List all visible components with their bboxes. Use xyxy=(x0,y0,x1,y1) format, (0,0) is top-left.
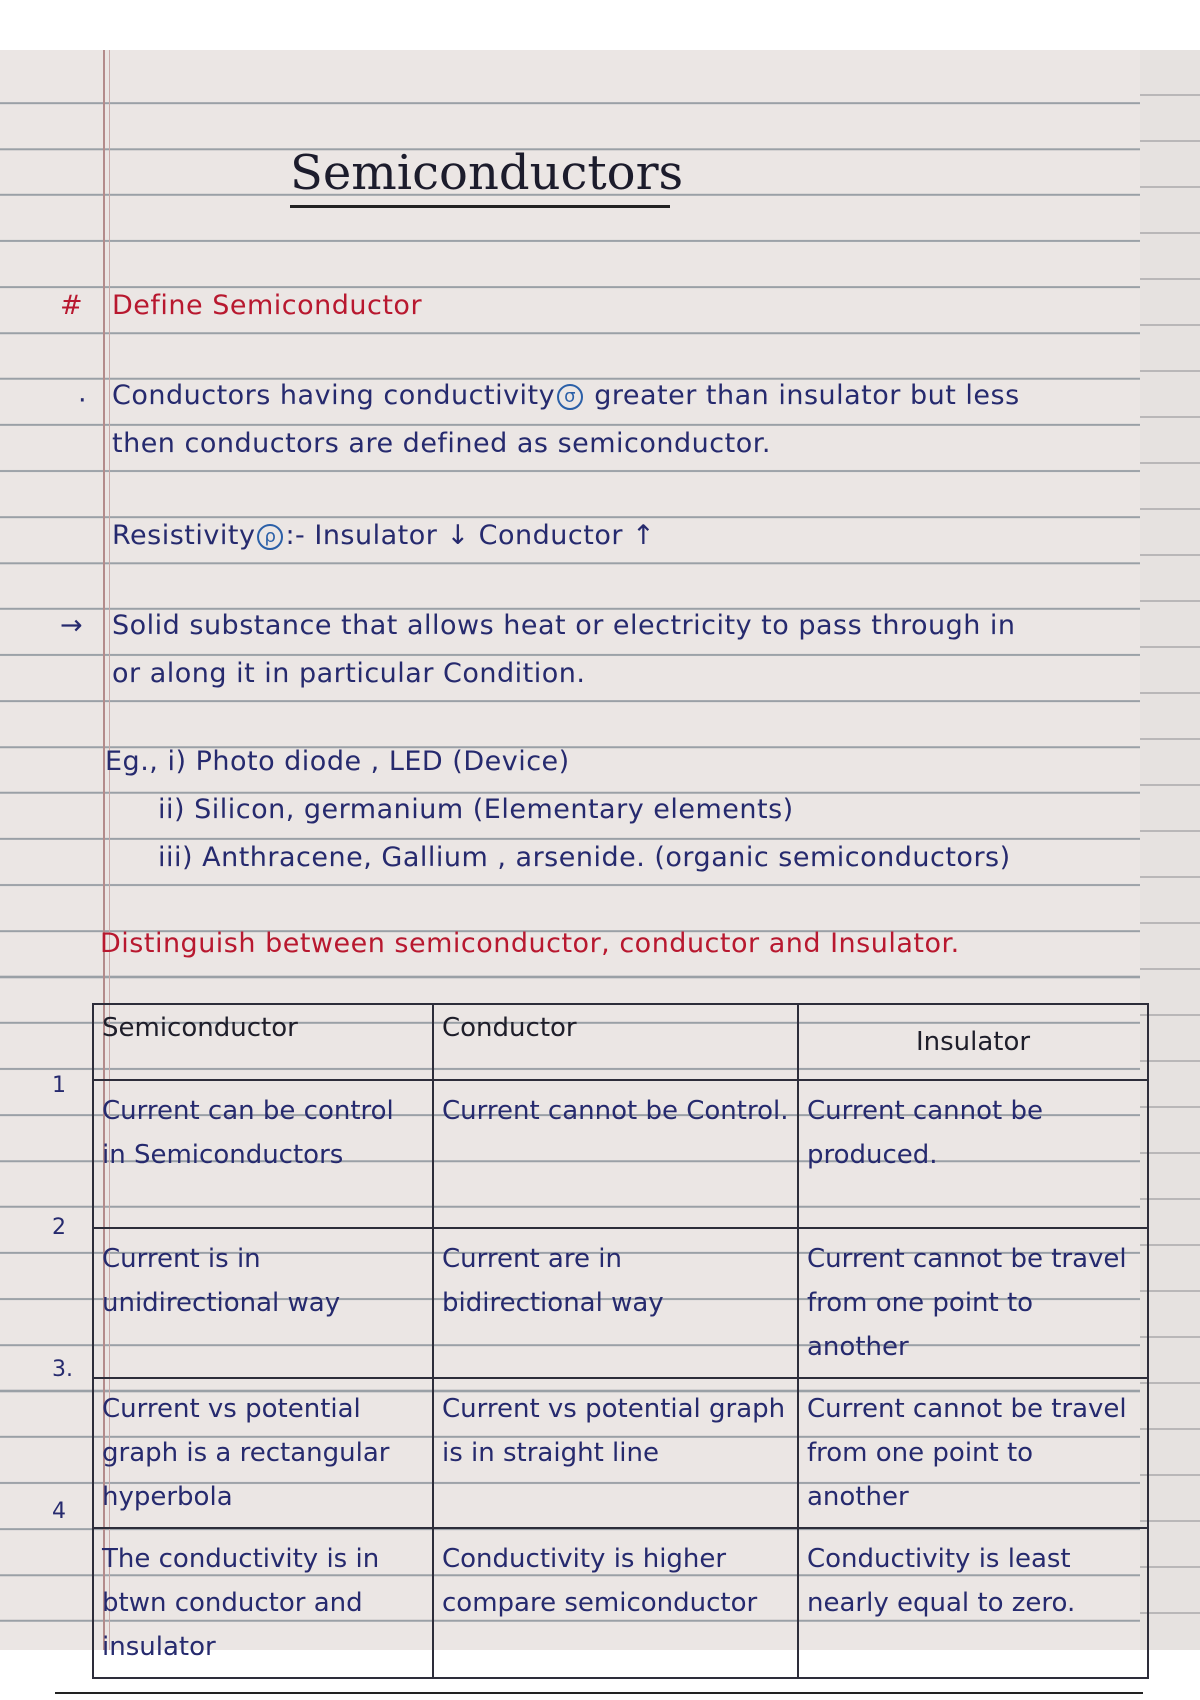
table-cell: Current cannot be produced. xyxy=(798,1080,1148,1228)
table-row xyxy=(93,1528,1148,1678)
bullet-point: · xyxy=(78,385,88,416)
table-row xyxy=(93,1080,1148,1228)
definition-line-1 xyxy=(112,380,1020,411)
resistivity-label: Resistivity xyxy=(112,520,256,551)
table-row xyxy=(93,1228,1148,1378)
row-number-2: 2 xyxy=(52,1215,66,1240)
example-2: ii) Silicon, germanium (Elementary elements) xyxy=(158,794,794,825)
table-cell: Current is in unidirectional way xyxy=(93,1228,433,1378)
table-header-row xyxy=(93,1004,1148,1080)
definition-line-1-rest: greater than insulator but less xyxy=(594,380,1020,411)
page-title: Semiconductors xyxy=(290,145,670,208)
page-edge xyxy=(1140,50,1200,1650)
table-cell: Current cannot be travel from one point to another xyxy=(798,1228,1148,1378)
row-number-1: 1 xyxy=(52,1073,66,1098)
resistivity-rest: :- Insulator ↓ Conductor ↑ xyxy=(285,520,656,551)
rho-symbol: ρ xyxy=(257,524,283,550)
sigma-symbol: σ xyxy=(557,384,583,410)
section-marker: # xyxy=(60,290,84,321)
table-cell: Current can be control in Semiconductors xyxy=(93,1080,433,1228)
table-row xyxy=(93,1378,1148,1528)
definition-line-2: then conductors are defined as semiconductor. xyxy=(112,428,771,459)
column-header-insulator: Insulator xyxy=(798,1004,1148,1080)
table-cell: Current cannot be Control. xyxy=(433,1080,798,1228)
example-3: iii) Anthracene, Gallium , arsenide. (organic semiconductors) xyxy=(158,842,1011,873)
example-1: Eg., i) Photo diode , LED (Device) xyxy=(105,746,570,777)
table-cell: The conductivity is in btwn conductor and insulator xyxy=(93,1528,433,1678)
column-header-conductor: Conductor xyxy=(433,1004,798,1080)
comparison-table xyxy=(92,1003,1149,1679)
table-cell: Current vs potential graph is in straight line xyxy=(433,1378,798,1528)
column-header-semiconductor: Semiconductor xyxy=(93,1004,433,1080)
solid-line-2: or along it in particular Condition. xyxy=(112,658,586,689)
row-number-4: 4 xyxy=(52,1499,66,1524)
table-cell: Current vs potential graph is a rectangular hyperbola xyxy=(93,1378,433,1528)
arrow-marker: → xyxy=(60,610,84,641)
resistivity-line xyxy=(112,520,655,551)
definition-line-1-text: Conductors having conductivity xyxy=(112,380,556,411)
solid-line-1: Solid substance that allows heat or electricity to pass through in xyxy=(112,610,1016,641)
bottom-rule xyxy=(55,1692,1143,1694)
row-number-3: 3. xyxy=(52,1357,73,1382)
section-heading-distinguish: Distinguish between semiconductor, conductor and Insulator. xyxy=(100,928,960,959)
table-cell: Current are in bidirectional way xyxy=(433,1228,798,1378)
table-cell: Conductivity is higher compare semiconductor xyxy=(433,1528,798,1678)
table-cell: Conductivity is least nearly equal to zero. xyxy=(798,1528,1148,1678)
section-heading-define: Define Semiconductor xyxy=(112,290,423,321)
table-cell: Current cannot be travel from one point to another xyxy=(798,1378,1148,1528)
